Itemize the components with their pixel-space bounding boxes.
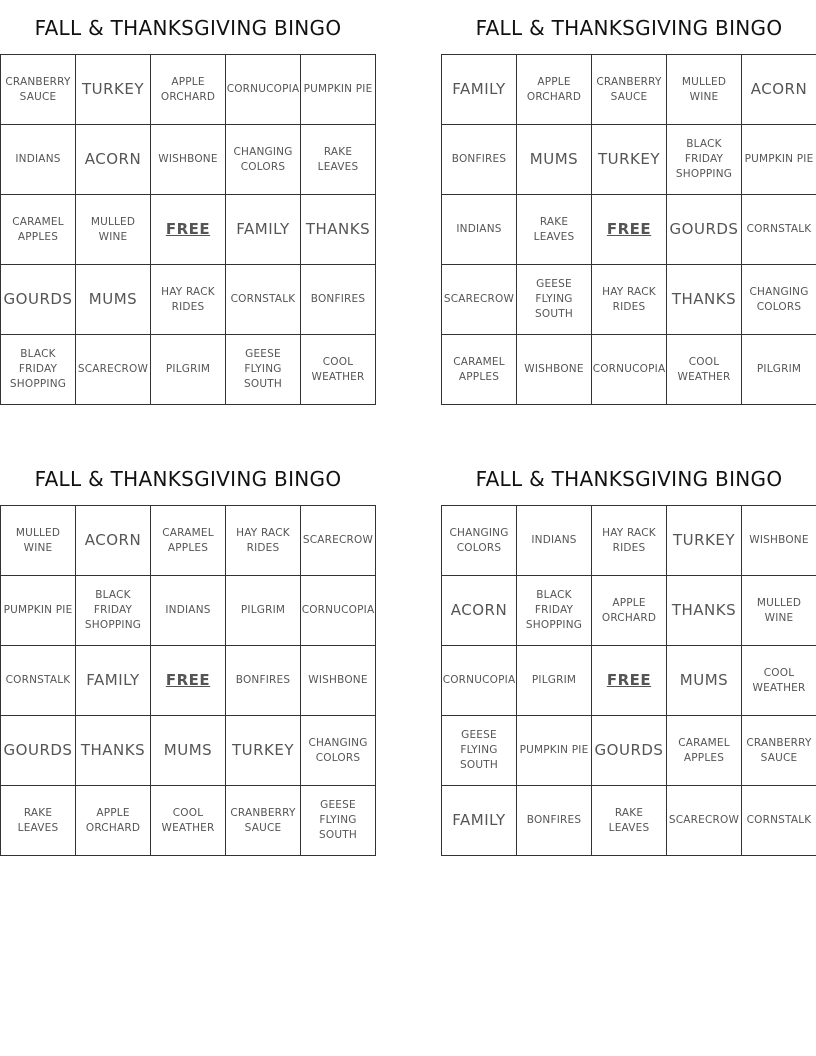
bingo-grid [441,54,816,405]
bingo-cell: GOURDS [1,716,76,786]
bingo-cell: PILGRIM [226,576,301,646]
bingo-cell: PILGRIM [517,646,592,716]
bingo-cell: CARAMEL APPLES [667,716,742,786]
bingo-cell: GOURDS [592,716,667,786]
bingo-cell: ACORN [76,125,151,195]
bingo-cell: MUMS [151,716,226,786]
bingo-cell: PILGRIM [151,335,226,405]
bingo-cell: MUMS [517,125,592,195]
bingo-cell: CARAMEL APPLES [1,195,76,265]
bingo-card-2 [441,0,816,405]
bingo-cell: APPLE ORCHARD [151,55,226,125]
bingo-cell: WISHBONE [151,125,226,195]
bingo-cell: MULLED WINE [1,506,76,576]
bingo-cell: HAY RACK RIDES [151,265,226,335]
bingo-cell: COOL WEATHER [667,335,742,405]
bingo-cell: BLACK FRIDAY SHOPPING [667,125,742,195]
bingo-cell: CORNSTALK [1,646,76,716]
bingo-cell: GOURDS [1,265,76,335]
bingo-cell: CORNUCOPIA [592,335,667,405]
bingo-cell: INDIANS [517,506,592,576]
bingo-cell: BLACK FRIDAY SHOPPING [517,576,592,646]
bingo-card-1 [0,0,376,405]
bingo-cell: HAY RACK RIDES [592,265,667,335]
bingo-cell: THANKS [76,716,151,786]
card-title: FALL & THANKSGIVING BINGO [34,467,342,491]
bingo-cell: TURKEY [76,55,151,125]
bingo-cell: GEESE FLYING SOUTH [301,786,376,856]
bingo-cell: INDIANS [1,125,76,195]
bingo-cell: SCARECROW [76,335,151,405]
bingo-cell: SCARECROW [442,265,517,335]
bingo-cell: COOL WEATHER [742,646,816,716]
free-space-cell: FREE [151,646,226,716]
bingo-cell: PUMPKIN PIE [517,716,592,786]
bingo-cell: SCARECROW [667,786,742,856]
bingo-cell: APPLE ORCHARD [76,786,151,856]
bingo-cell: HAY RACK RIDES [592,506,667,576]
bingo-cell: GEESE FLYING SOUTH [442,716,517,786]
bingo-cell: THANKS [667,265,742,335]
bingo-cell: APPLE ORCHARD [517,55,592,125]
free-space-cell: FREE [592,646,667,716]
bingo-cell: CRANBERRY SAUCE [592,55,667,125]
bingo-cell: ACORN [76,506,151,576]
bingo-cell: CORNSTALK [742,195,816,265]
bingo-card-3 [0,451,376,856]
bingo-cell: MUMS [76,265,151,335]
bingo-cell: SCARECROW [301,506,376,576]
bingo-cell: THANKS [301,195,376,265]
bingo-cell: BLACK FRIDAY SHOPPING [1,335,76,405]
bingo-cell: CHANGING COLORS [742,265,816,335]
bingo-cell: WISHBONE [301,646,376,716]
bingo-cell: TURKEY [592,125,667,195]
free-space-cell: FREE [151,195,226,265]
bingo-cell: ACORN [742,55,816,125]
bingo-cell: FAMILY [76,646,151,716]
bingo-cell: BLACK FRIDAY SHOPPING [76,576,151,646]
bingo-cell: TURKEY [667,506,742,576]
bingo-cell: BONFIRES [442,125,517,195]
card-title: FALL & THANKSGIVING BINGO [475,467,783,491]
bingo-cell: THANKS [667,576,742,646]
bingo-cell: CRANBERRY SAUCE [226,786,301,856]
bingo-grid [441,505,816,856]
bingo-cell: COOL WEATHER [301,335,376,405]
bingo-cell: MULLED WINE [742,576,816,646]
bingo-cell: COOL WEATHER [151,786,226,856]
bingo-cell: RAKE LEAVES [592,786,667,856]
bingo-cell: PUMPKIN PIE [742,125,816,195]
bingo-cell: BONFIRES [517,786,592,856]
bingo-cell: GEESE FLYING SOUTH [226,335,301,405]
bingo-cell: CARAMEL APPLES [151,506,226,576]
bingo-cell: CORNUCOPIA [301,576,376,646]
bingo-cell: INDIANS [151,576,226,646]
bingo-cell: CHANGING COLORS [442,506,517,576]
bingo-cell: APPLE ORCHARD [592,576,667,646]
bingo-cell: MULLED WINE [667,55,742,125]
bingo-cell: CORNSTALK [742,786,816,856]
bingo-cell: CHANGING COLORS [301,716,376,786]
bingo-cell: GEESE FLYING SOUTH [517,265,592,335]
bingo-cell: CRANBERRY SAUCE [1,55,76,125]
bingo-cell: RAKE LEAVES [301,125,376,195]
bingo-cell: FAMILY [442,55,517,125]
bingo-cell: ACORN [442,576,517,646]
bingo-cell: BONFIRES [226,646,301,716]
free-space-cell: FREE [592,195,667,265]
bingo-card-4 [441,451,816,856]
bingo-cell: WISHBONE [517,335,592,405]
bingo-cell: CORNUCOPIA [226,55,301,125]
card-title: FALL & THANKSGIVING BINGO [475,16,783,40]
bingo-grid [0,54,376,405]
bingo-cell: CORNUCOPIA [442,646,517,716]
bingo-cell: INDIANS [442,195,517,265]
bingo-cell: PILGRIM [742,335,816,405]
bingo-cell: TURKEY [226,716,301,786]
bingo-cell: CHANGING COLORS [226,125,301,195]
bingo-cell: HAY RACK RIDES [226,506,301,576]
bingo-cell: FAMILY [442,786,517,856]
card-title: FALL & THANKSGIVING BINGO [34,16,342,40]
bingo-cell: CARAMEL APPLES [442,335,517,405]
bingo-cell: MULLED WINE [76,195,151,265]
bingo-cell: RAKE LEAVES [1,786,76,856]
bingo-cell: GOURDS [667,195,742,265]
bingo-cell: RAKE LEAVES [517,195,592,265]
bingo-cell: FAMILY [226,195,301,265]
bingo-cell: CORNSTALK [226,265,301,335]
bingo-cell: BONFIRES [301,265,376,335]
bingo-cell: MUMS [667,646,742,716]
bingo-grid [0,505,376,856]
bingo-cell: PUMPKIN PIE [1,576,76,646]
bingo-cell: CRANBERRY SAUCE [742,716,816,786]
bingo-cell: WISHBONE [742,506,816,576]
bingo-cell: PUMPKIN PIE [301,55,376,125]
